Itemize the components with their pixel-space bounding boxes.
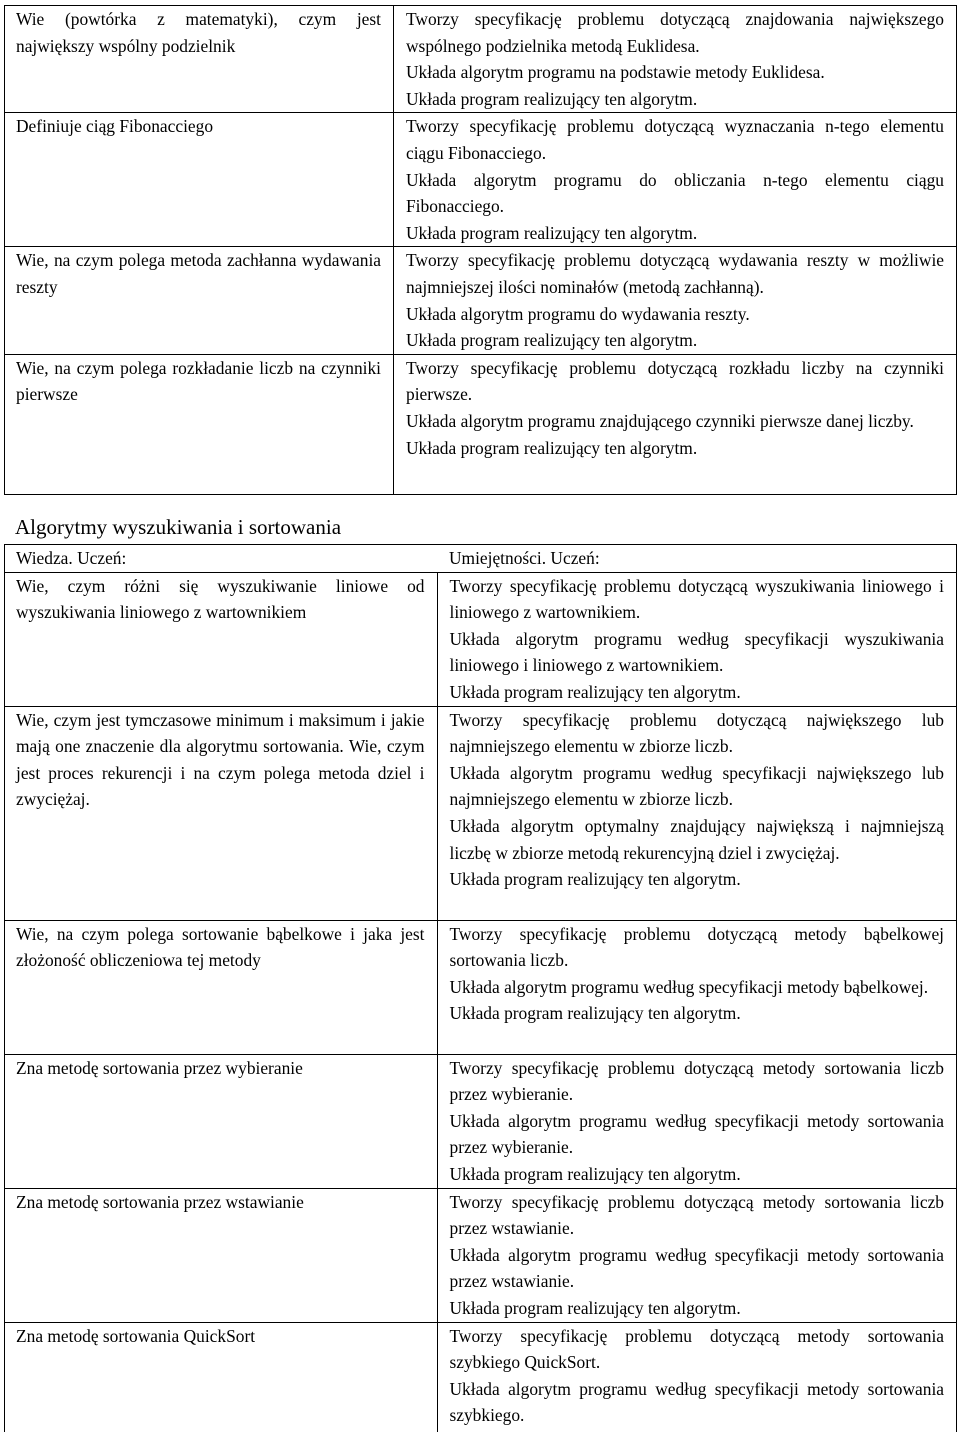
knowledge-cell: [5, 247, 394, 354]
knowledge-cell: [5, 1322, 438, 1432]
skill-text: Układa program realizujący ten algorytm.: [406, 222, 698, 243]
table-row: [5, 706, 957, 920]
table-header-row: [5, 545, 957, 573]
skill-text: Tworzy specyfikację problemu dotyczącą znajdowania największego wspólnego podzielnika metodą Euklidesa.: [406, 9, 944, 56]
skill-text: Układa algorytm programu według specyfikacji wyszukiwania liniowego i liniowego z wartownikiem.: [449, 628, 944, 676]
skills-header-text: Umiejętności. Uczeń:: [449, 548, 600, 568]
skills-cell: [437, 1322, 957, 1432]
skills-cell: [394, 6, 957, 113]
skill-text: Układa algorytm programu do obliczania n-tego elementu ciągu Fibonacciego.: [406, 169, 944, 217]
skill-text: Układa algorytm programu według specyfikacji metody sortowania przez wybieranie.: [449, 1110, 944, 1158]
skill-text: Układa algorytm programu według specyfikacji metody sortowania przez wstawianie.: [449, 1244, 944, 1292]
skill-text: Układa algorytm programu do wydawania reszty.: [406, 303, 750, 324]
skill-text: Układa algorytm programu na podstawie metody Euklidesa.: [406, 62, 825, 83]
knowledge-text: Wie, czym jest tymczasowe minimum i maksimum i jakie mają one znaczenie dla algorytmu sortowania. Wie, czym jest proces rekurencji i na czym polega metoda dziel i zwyciężaj.: [16, 709, 425, 810]
knowledge-cell: [5, 706, 438, 920]
skill-text: Tworzy specyfikację problemu dotyczącą metody sortowania szybkiego QuickSort.: [449, 1325, 944, 1373]
skill-text: Układa program realizujący ten algorytm.: [406, 330, 698, 351]
knowledge-text: Wie, czym różni się wyszukiwanie liniowe od wyszukiwania liniowego z wartownikiem: [16, 575, 425, 623]
requirements-table-search-sort: [4, 544, 957, 1432]
skill-text: Układa algorytm programu według specyfikacji metody bąbelkowej.: [449, 976, 929, 997]
skill-text: Tworzy specyfikację problemu dotyczącą metody sortowania liczb przez wybieranie.: [449, 1057, 944, 1105]
knowledge-cell: [5, 572, 438, 706]
skill-text: Tworzy specyfikację problemu dotyczącą metody bąbelkowej sortowania liczb.: [449, 923, 944, 971]
table-row: [5, 247, 957, 354]
knowledge-text: Wie, na czym polega metoda zachłanna wydawania reszty: [16, 250, 381, 297]
table-row: [5, 1054, 957, 1188]
knowledge-cell: [5, 354, 394, 494]
skill-text: Układa program realizujący ten algorytm.: [449, 681, 741, 702]
skill-text: Układa program realizujący ten algorytm.: [449, 1003, 741, 1024]
skill-text: Tworzy specyfikację problemu dotyczącą wydawania reszty w możliwie najmniejszej ilości nominałów (metodą zachłanną).: [406, 250, 944, 297]
requirements-table-algorithms: [4, 5, 957, 495]
knowledge-text: Definiuje ciąg Fibonacciego: [16, 116, 214, 137]
skill-text: Tworzy specyfikację problemu dotyczącą metody sortowania liczb przez wstawianie.: [449, 1191, 944, 1239]
table-row: [5, 354, 957, 494]
knowledge-text: Zna metodę sortowania przez wstawianie: [16, 1191, 304, 1212]
skill-text: Tworzy specyfikację problemu dotyczącą wyznaczania n-tego elementu ciągu Fibonacciego.: [406, 116, 944, 163]
skill-text: Układa program realizujący ten algorytm.: [406, 437, 698, 458]
section-title: Algorytmy wyszukiwania i sortowania: [15, 515, 342, 539]
knowledge-cell: [5, 1054, 438, 1188]
knowledge-cell: [5, 920, 438, 1054]
skills-cell: [394, 113, 957, 247]
skill-text: Tworzy specyfikację problemu dotyczącą wyszukiwania liniowego i liniowego z wartownikiem.: [449, 575, 944, 623]
skills-cell: [437, 706, 957, 920]
skill-text: Tworzy specyfikację problemu dotyczącą największego lub najmniejszego elementu w zbiorze liczb.: [449, 709, 944, 757]
skill-text: Układa algorytm optymalny znajdujący największą i najmniejszą liczbę w zbiorze metodą rekurencyjną dziel i zwyciężaj.: [449, 815, 944, 863]
table-row: [5, 920, 957, 1054]
knowledge-cell: [5, 1188, 438, 1322]
skill-text: Układa algorytm programu według specyfikacji metody sortowania szybkiego.: [449, 1378, 944, 1426]
knowledge-text: Wie (powtórka z matematyki), czym jest największy wspólny podzielnik: [16, 9, 381, 56]
skills-cell: [437, 572, 957, 706]
skill-text: Układa algorytm programu znajdującego czynniki pierwsze danej liczby.: [406, 410, 914, 431]
skills-cell: [437, 920, 957, 1054]
knowledge-header-text: Wiedza. Uczeń:: [16, 548, 127, 568]
knowledge-cell: [5, 6, 394, 113]
knowledge-text: Zna metodę sortowania przez wybieranie: [16, 1057, 303, 1078]
skills-header: [437, 545, 957, 573]
skill-text: Układa program realizujący ten algorytm.: [449, 869, 741, 890]
skill-text: Układa algorytm programu według specyfikacji największego lub najmniejszego elementu w zbiorze liczb.: [449, 762, 944, 810]
table-row: [5, 1322, 957, 1432]
knowledge-text: Wie, na czym polega rozkładanie liczb na czynniki pierwsze: [16, 357, 381, 405]
table-row: [5, 6, 957, 113]
skills-cell: [437, 1054, 957, 1188]
skill-text: Układa program realizujący ten algorytm.: [449, 1297, 741, 1318]
knowledge-text: Wie, na czym polega sortowanie bąbelkowe i jaka jest złożoność obliczeniowa tej metody: [16, 923, 425, 971]
table-row: [5, 113, 957, 247]
skill-text: Układa program realizujący ten algorytm.: [449, 1163, 741, 1184]
knowledge-cell: [5, 113, 394, 247]
table-row: [5, 572, 957, 706]
skills-cell: [437, 1188, 957, 1322]
skills-cell: [394, 247, 957, 354]
knowledge-text: Zna metodę sortowania QuickSort: [16, 1325, 256, 1346]
skill-text: Tworzy specyfikację problemu dotyczącą rozkładu liczby na czynniki pierwsze.: [406, 357, 944, 405]
skill-text: Układa program realizujący ten algorytm.: [406, 88, 698, 109]
table-row: [5, 1188, 957, 1322]
knowledge-header: [5, 545, 438, 573]
skills-cell: [394, 354, 957, 494]
